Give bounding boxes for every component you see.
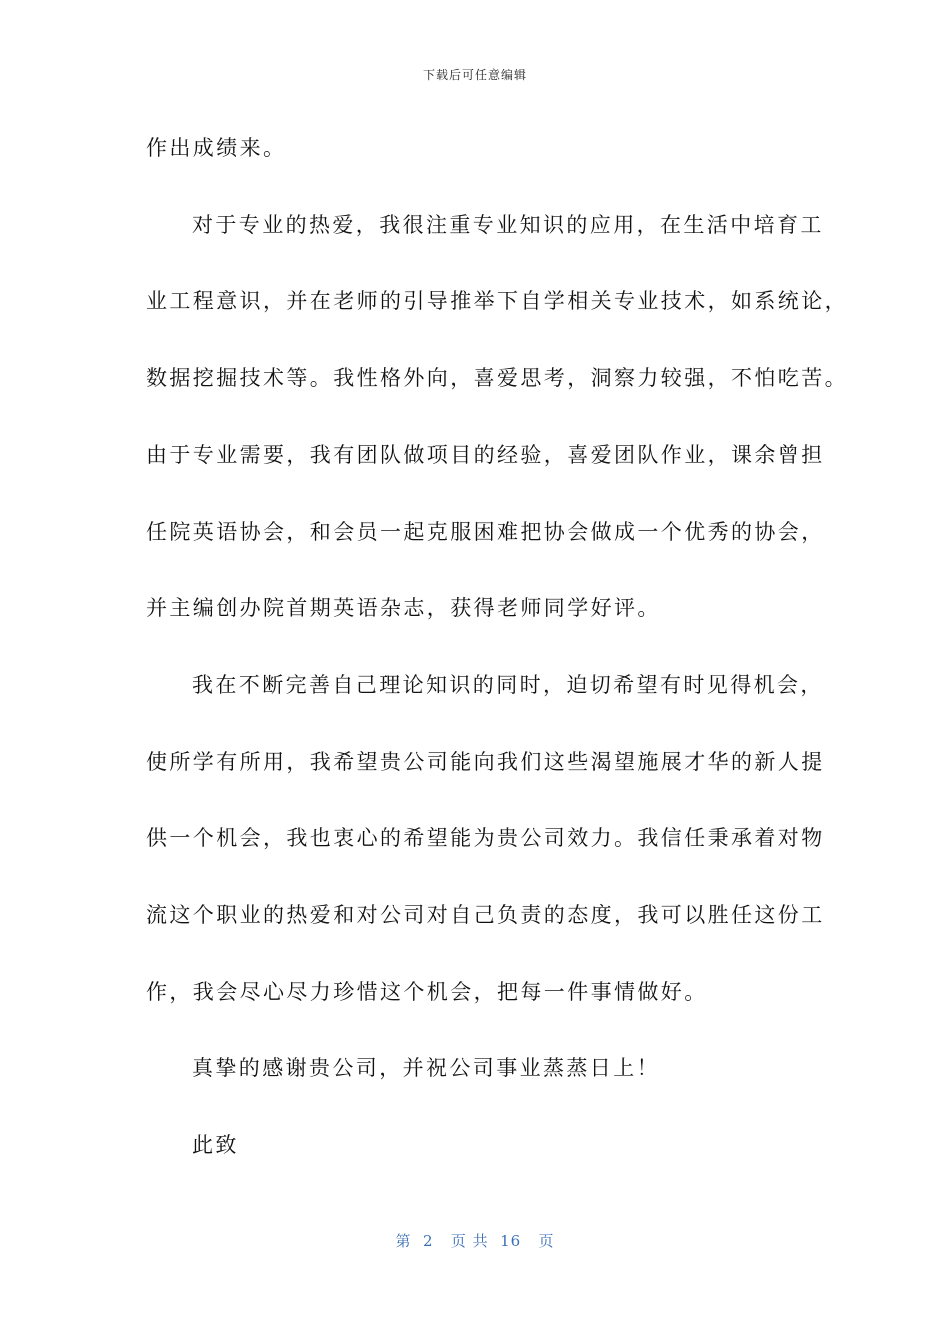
body-line: 任院英语协会，和会员一起克服困难把协会做成一个优秀的协会， bbox=[146, 520, 825, 544]
page-header: 下载后可任意编辑 bbox=[422, 68, 527, 82]
body-line: 使所学有所用，我希望贵公司能向我们这些渴望施展才华的新人提 bbox=[146, 750, 825, 774]
body-line: 作，我会尽心尽力珍惜这个机会，把每一件事情做好。 bbox=[146, 980, 708, 1004]
body-line: 对于专业的热爱，我很注重专业知识的应用，在生活中培育工 bbox=[192, 213, 824, 237]
body-line: 由于专业需要，我有团队做项目的经验，喜爱团队作业，课余曾担 bbox=[146, 443, 825, 467]
page-footer: 第 2 页 共 16 页 bbox=[395, 1232, 555, 1250]
body-line: 真挚的感谢贵公司，并祝公司事业蒸蒸日上！ bbox=[192, 1056, 660, 1080]
body-line: 作出成绩来。 bbox=[146, 136, 287, 160]
body-line: 供一个机会，我也衷心的希望能为贵公司效力。我信任秉承着对物 bbox=[146, 826, 825, 850]
body-line: 业工程意识，并在老师的引导推举下自学相关专业技术，如系统论， bbox=[146, 289, 848, 313]
body-line: 此致 bbox=[192, 1133, 239, 1157]
body-line: 流这个职业的热爱和对公司对自己负责的态度，我可以胜任这份工 bbox=[146, 903, 825, 927]
body-line: 我在不断完善自己理论知识的同时，迫切希望有时见得机会， bbox=[192, 673, 824, 697]
body-line: 并主编创办院首期英语杂志，获得老师同学好评。 bbox=[146, 596, 661, 620]
body-line: 数据挖掘技术等。我性格外向，喜爱思考，洞察力较强，不怕吃苦。 bbox=[146, 366, 848, 390]
